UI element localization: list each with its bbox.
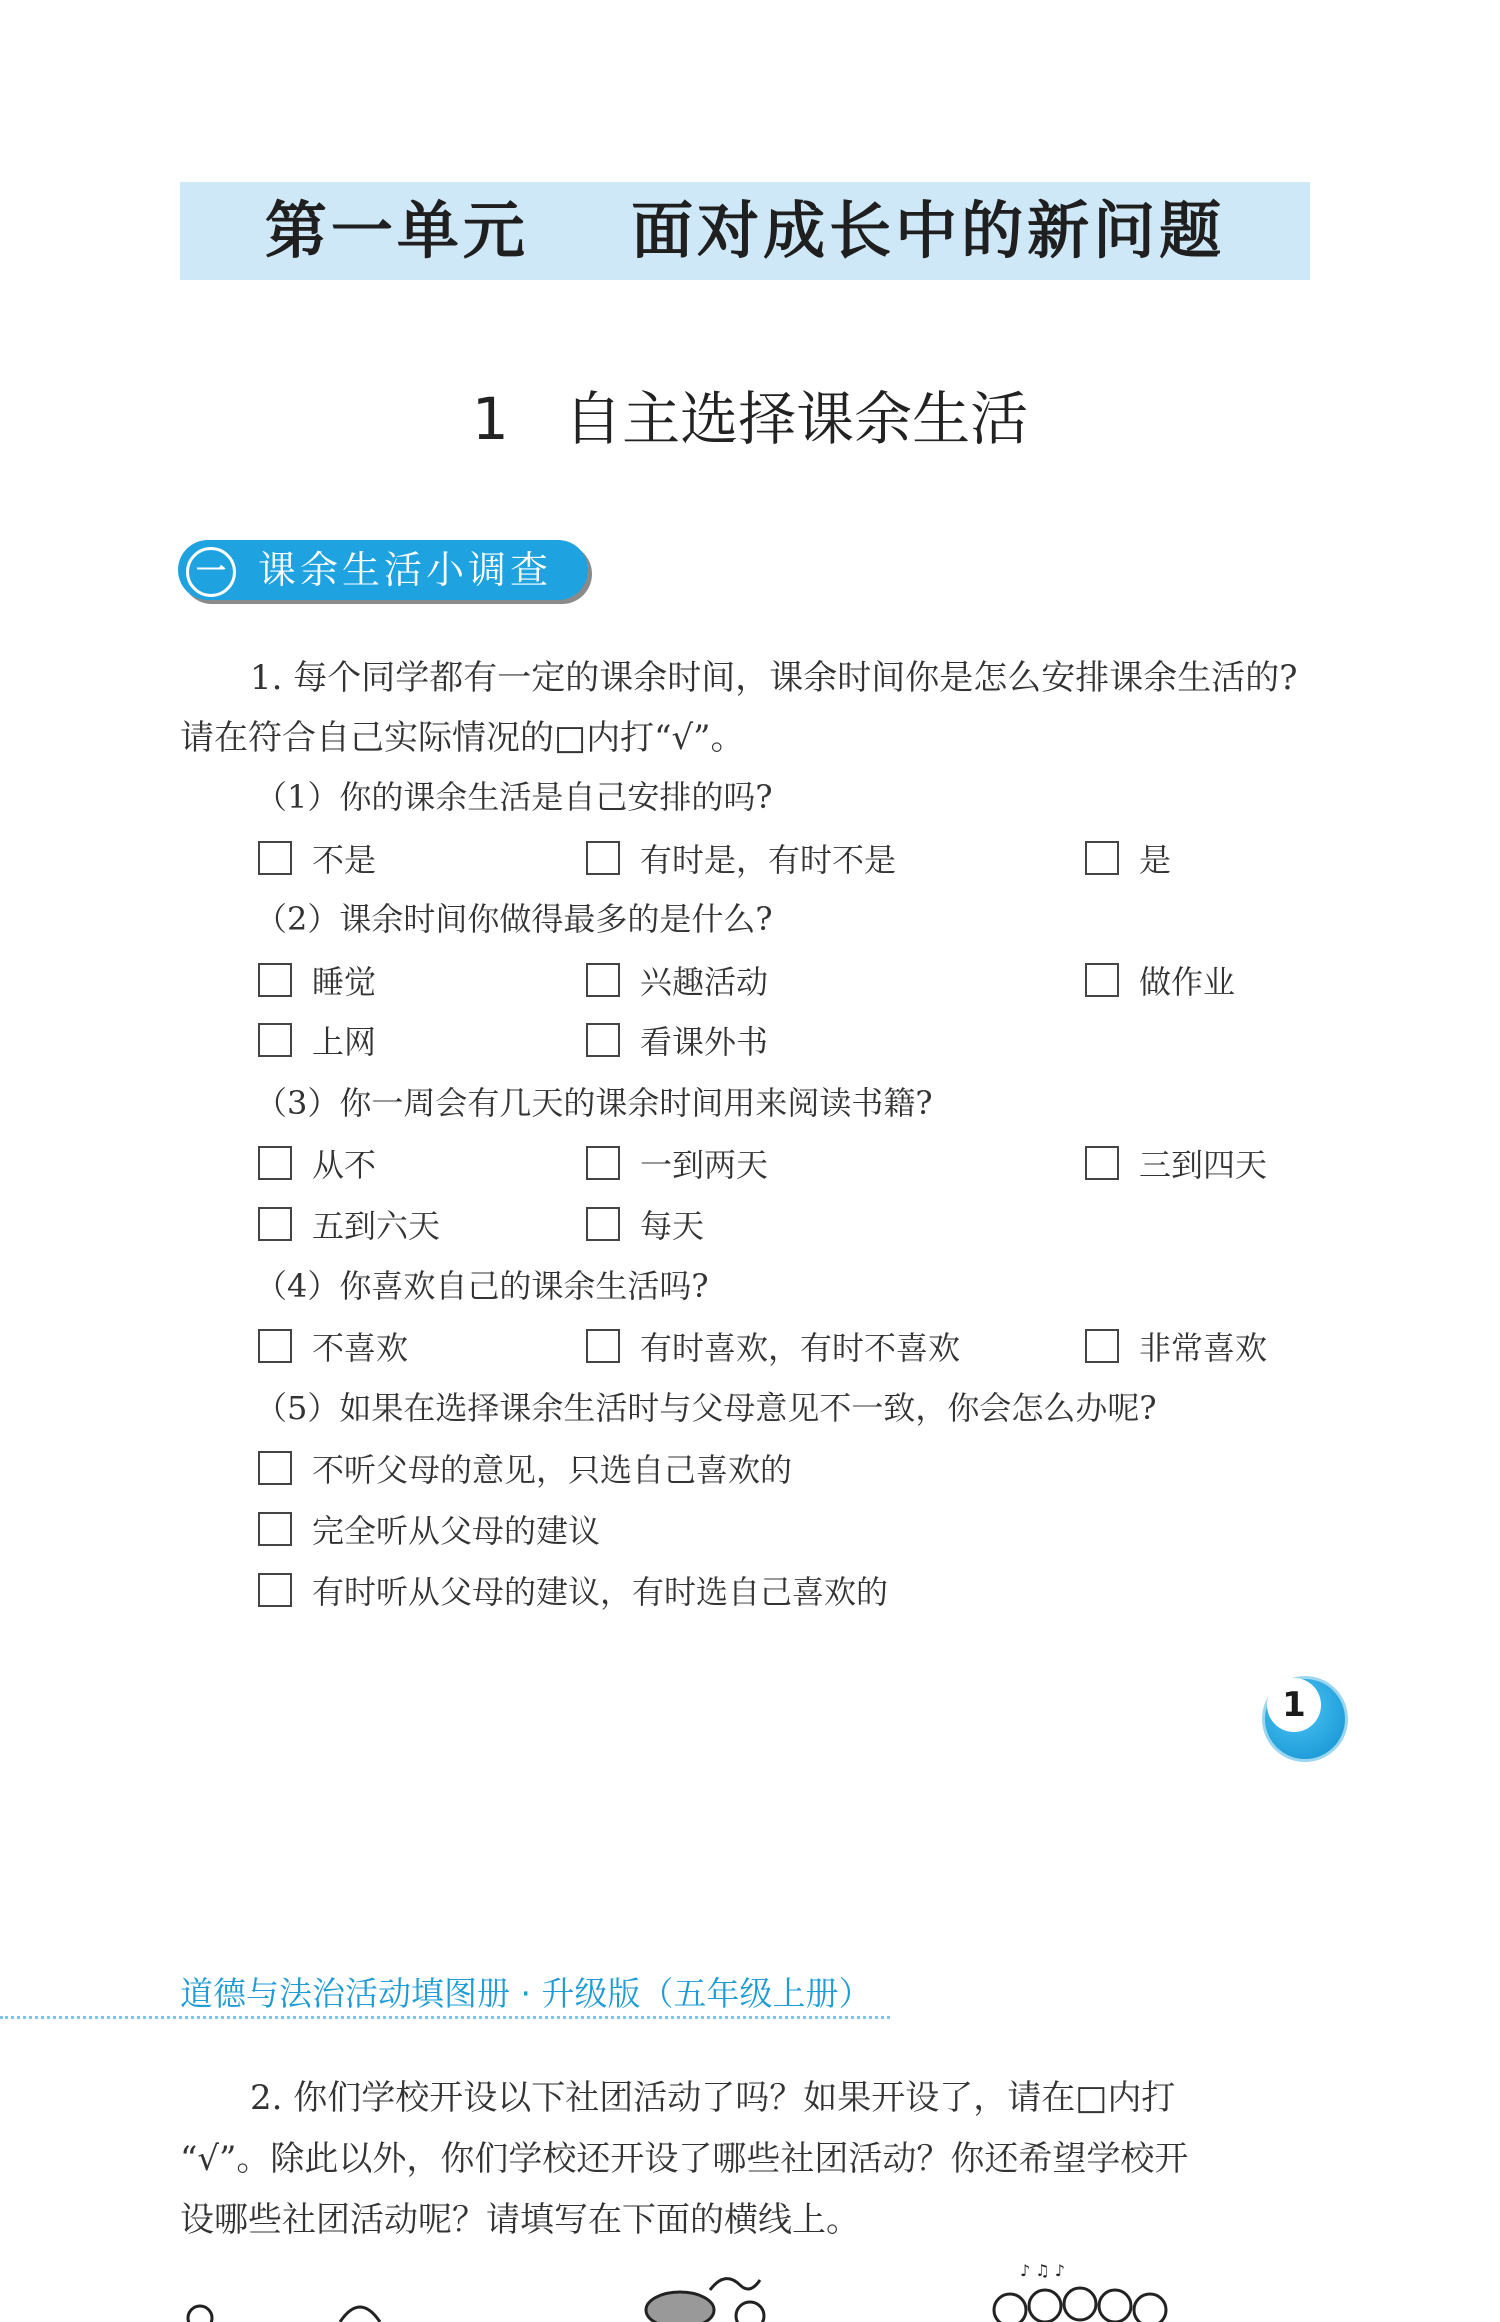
checkbox[interactable] bbox=[258, 1146, 292, 1180]
q2-line3: 设哪些社团活动呢？请填写在下面的横线上。 bbox=[180, 2200, 860, 2240]
lesson-title: 1 自主选择课余生活 bbox=[471, 385, 1029, 453]
option-label: 是 bbox=[1139, 841, 1172, 879]
q1-item3-option[interactable] bbox=[258, 1143, 376, 1183]
q1-item2-option[interactable] bbox=[1085, 960, 1235, 1000]
option-label: 一到两天 bbox=[640, 1146, 769, 1184]
q1-item2-option[interactable] bbox=[586, 960, 768, 1000]
unit-title: 第一单元 面对成长中的新问题 bbox=[264, 194, 1226, 267]
q1-item1-option[interactable] bbox=[1085, 838, 1171, 878]
checkbox[interactable] bbox=[586, 963, 620, 997]
cartoon-figure-middle bbox=[646, 2279, 764, 2322]
option-label: 做作业 bbox=[1139, 963, 1236, 1001]
club-illustrations bbox=[180, 2260, 1310, 2322]
checkbox[interactable] bbox=[1085, 1329, 1119, 1363]
option-label: 三到四天 bbox=[1139, 1146, 1268, 1184]
q1-item3-option[interactable] bbox=[258, 1204, 440, 1244]
checkbox[interactable] bbox=[586, 1146, 620, 1180]
option-label: 睡觉 bbox=[312, 963, 377, 1001]
q1-intro-line2: 请在符合自己实际情况的□内打“√”。 bbox=[180, 718, 745, 758]
checkbox[interactable] bbox=[586, 1023, 620, 1057]
page-number: 1 bbox=[1267, 1678, 1321, 1732]
cartoon-choir-group bbox=[994, 2261, 1166, 2322]
option-label: 非常喜欢 bbox=[1139, 1329, 1268, 1367]
option-label: 每天 bbox=[640, 1207, 705, 1245]
q1-item5-option[interactable] bbox=[258, 1570, 888, 1610]
dotted-divider bbox=[0, 2016, 890, 2019]
option-label: 看课外书 bbox=[640, 1023, 769, 1061]
option-label: 五到六天 bbox=[312, 1207, 441, 1245]
q1-item1-label: （1）你的课余生活是自己安排的吗? bbox=[255, 778, 773, 816]
checkbox[interactable] bbox=[258, 841, 292, 875]
checkbox[interactable] bbox=[258, 1451, 292, 1485]
q1-item3-option[interactable] bbox=[586, 1204, 704, 1244]
q1-item1-option[interactable] bbox=[258, 838, 376, 878]
checkbox[interactable] bbox=[258, 1023, 292, 1057]
checkbox[interactable] bbox=[1085, 841, 1119, 875]
option-label: 兴趣活动 bbox=[640, 963, 769, 1001]
q1-item3-label: （3）你一周会有几天的课余时间用来阅读书籍? bbox=[255, 1084, 933, 1122]
q1-item1-option[interactable] bbox=[586, 838, 896, 878]
checkbox[interactable] bbox=[258, 1512, 292, 1546]
checkbox[interactable] bbox=[258, 1573, 292, 1607]
q1-item3-option[interactable] bbox=[1085, 1143, 1267, 1183]
cartoon-figure-left bbox=[188, 2306, 380, 2322]
checkbox[interactable] bbox=[586, 841, 620, 875]
option-label: 有时听从父母的建议，有时选自己喜欢的 bbox=[312, 1573, 889, 1611]
q1-item2-option[interactable] bbox=[258, 1020, 376, 1060]
option-label: 不喜欢 bbox=[312, 1329, 409, 1367]
option-label: 不是 bbox=[312, 841, 377, 879]
q2-line1: 2. 你们学校开设以下社团活动了吗？如果开设了，请在□内打 bbox=[250, 2078, 1176, 2118]
checkbox[interactable] bbox=[586, 1329, 620, 1363]
q1-intro-line1: 1. 每个同学都有一定的课余时间，课余时间你是怎么安排课余生活的? bbox=[250, 658, 1298, 698]
option-label: 不听父母的意见，只选自己喜欢的 bbox=[312, 1451, 793, 1489]
q1-item5-option[interactable] bbox=[258, 1448, 792, 1488]
svg-text:♪ ♫ ♪: ♪ ♫ ♪ bbox=[1020, 2261, 1065, 2280]
q1-item2-option[interactable] bbox=[586, 1020, 768, 1060]
q1-item4-label: （4）你喜欢自己的课余生活吗? bbox=[255, 1267, 709, 1305]
q1-item2-option[interactable] bbox=[258, 960, 376, 1000]
q1-item4-option[interactable] bbox=[1085, 1326, 1267, 1366]
checkbox[interactable] bbox=[258, 1329, 292, 1363]
option-label: 有时是，有时不是 bbox=[640, 841, 897, 879]
q1-item5-option[interactable] bbox=[258, 1509, 600, 1549]
q1-item2-label: （2）课余时间你做得最多的是什么? bbox=[255, 900, 773, 938]
checkbox[interactable] bbox=[586, 1207, 620, 1241]
section-label: 课余生活小调查 bbox=[258, 548, 553, 592]
option-label: 有时喜欢，有时不喜欢 bbox=[640, 1329, 961, 1367]
checkbox[interactable] bbox=[258, 963, 292, 997]
book-title: 道德与法治活动填图册 · 升级版（五年级上册） bbox=[180, 1974, 872, 2013]
option-label: 完全听从父母的建议 bbox=[312, 1512, 601, 1550]
option-label: 从不 bbox=[312, 1146, 377, 1184]
q2-line2: “√”。除此以外，你们学校还开设了哪些社团活动？你还希望学校开 bbox=[180, 2139, 1189, 2179]
section-number: 一 bbox=[186, 547, 236, 597]
checkbox[interactable] bbox=[1085, 1146, 1119, 1180]
option-label: 上网 bbox=[312, 1023, 377, 1061]
q1-item4-option[interactable] bbox=[258, 1326, 408, 1366]
checkbox[interactable] bbox=[258, 1207, 292, 1241]
q1-item5-label: （5）如果在选择课余生活时与父母意见不一致，你会怎么办呢? bbox=[255, 1389, 1157, 1427]
checkbox[interactable] bbox=[1085, 963, 1119, 997]
q1-item4-option[interactable] bbox=[586, 1326, 960, 1366]
q1-item3-option[interactable] bbox=[586, 1143, 768, 1183]
